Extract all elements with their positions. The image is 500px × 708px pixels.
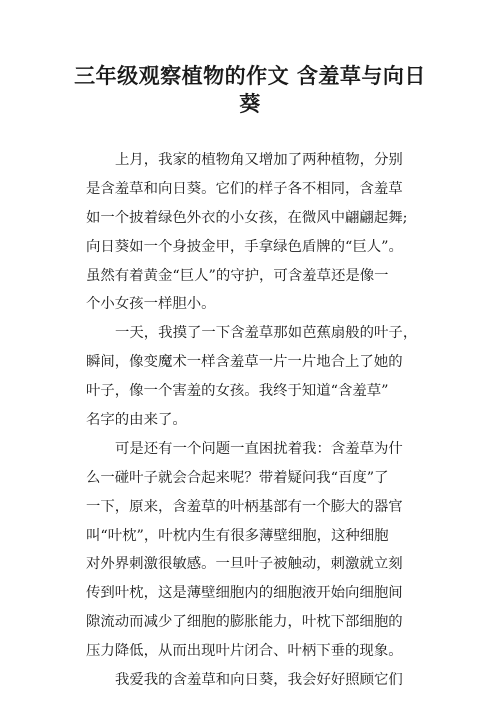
title-line-1: 三年级观察植物的作文 含羞草与向日 (74, 64, 426, 88)
essay-body (86, 146, 422, 695)
text-line: 是含羞草和向日葵。它们的样子各不相同，含羞草 (86, 180, 403, 197)
page-title (60, 62, 440, 118)
text-line: 可是还有一个问题一直困扰着我：含羞草为什 (115, 440, 403, 457)
text-line: 上月，我家的植物角又增加了两种植物，分别 (115, 152, 403, 168)
title-line-2: 葵 (239, 92, 261, 116)
text-line: 一天，我摸了一下含羞草那如芭蕉扇般的叶子， (115, 325, 418, 342)
text-line: 向日葵如一个身披金甲，手拿绿色盾牌的“巨人”。 (86, 238, 403, 255)
text-line: 叫“叶枕”，叶枕内生有很多薄壁细胞，这种细胞 (86, 527, 389, 544)
text-line: 一下，原来，含羞草的叶柄基部有一个膨大的器官 (86, 498, 403, 515)
text-line: 传到叶枕，这是薄壁细胞内的细胞液开始向细胞间 (86, 585, 403, 602)
text-line: 个小女孩一样胆小。 (86, 296, 216, 313)
text-line: 我爱我的含羞草和向日葵，我会好好照顾它们 (115, 672, 403, 689)
text-line: 隙流动而减少了细胞的膨胀能力，叶枕下部细胞的 (86, 614, 403, 631)
text-line: 对外界刺激很敏感。一旦叶子被触动，刺激就立刻 (86, 556, 403, 573)
text-line: 虽然有着黄金“巨人”的守护，可含羞草还是像一 (86, 267, 389, 284)
text-line: 压力降低，从而出现叶片闭合、叶柄下垂的现象。 (86, 643, 403, 660)
text-line: 名字的由来了。 (86, 412, 187, 429)
text-line: 叶子，像一个害羞的女孩。我终于知道“含羞草” (86, 383, 389, 400)
text-line: 么一碰叶子就会合起来呢？带着疑问我“百度”了 (86, 469, 389, 486)
text-line: 瞬间，像变魔术一样含羞草一片一片地合上了她的 (86, 354, 403, 371)
text-line: 如一个披着绿色外衣的小女孩，在微风中翩翩起舞; (86, 209, 408, 226)
